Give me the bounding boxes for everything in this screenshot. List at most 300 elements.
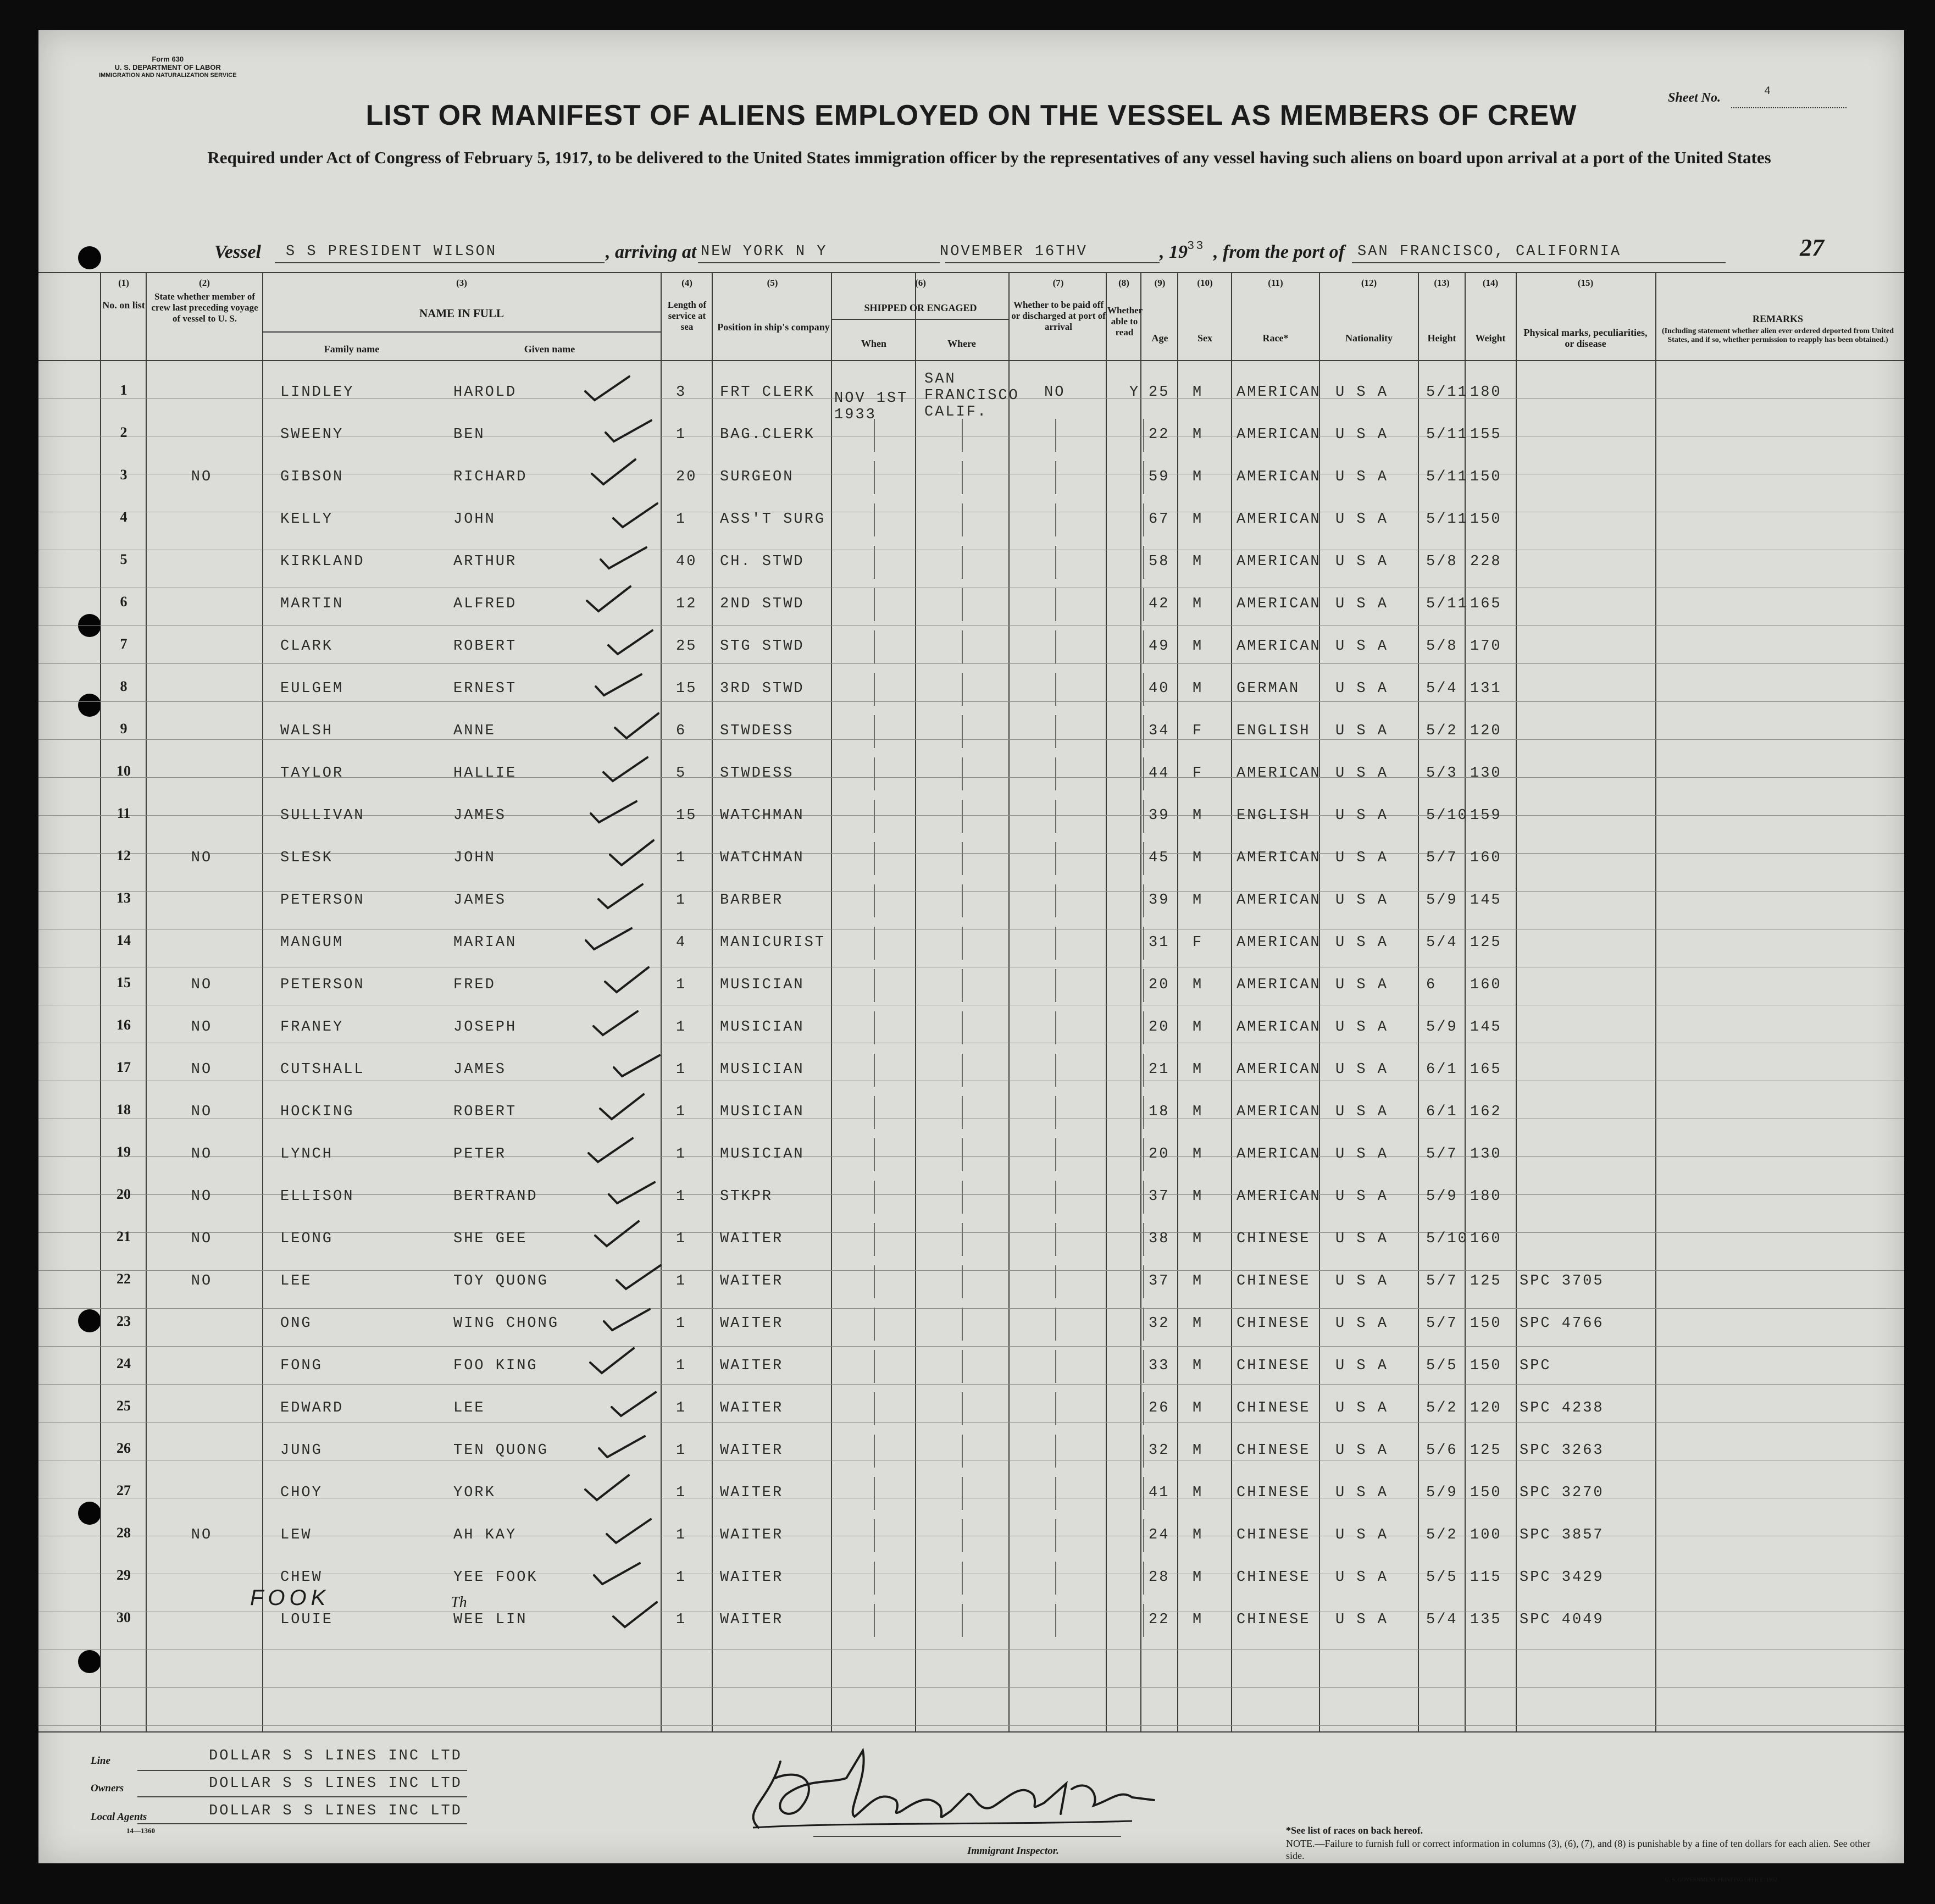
family-name-cell: LEW	[280, 1527, 312, 1543]
age-cell: 42	[1149, 596, 1170, 612]
ditto-mark	[874, 673, 875, 706]
length-of-service-cell: 1	[676, 1527, 687, 1543]
age-cell: 21	[1149, 1061, 1170, 1078]
grid-hline	[38, 360, 1904, 361]
year: 33	[1187, 239, 1205, 253]
height-cell: 5/8	[1426, 638, 1458, 655]
family-name-cell: SWEENY	[280, 427, 344, 443]
col-7-label: Whether to be paid off or discharged at port of arrival	[1011, 300, 1106, 332]
family-name-cell: JUNG	[280, 1442, 323, 1459]
row-number: 8	[120, 678, 127, 694]
shipped-where-line3: CALIF.	[924, 404, 988, 420]
length-of-service-cell: 1	[676, 1400, 687, 1416]
ditto-mark	[962, 969, 963, 1002]
manifest-sheet	[38, 30, 1904, 1883]
length-of-service-cell: 40	[676, 554, 697, 570]
length-of-service-cell: 3	[676, 384, 687, 401]
ditto-mark	[874, 757, 875, 790]
ditto-mark	[1143, 503, 1144, 536]
weight-cell: 170	[1470, 638, 1502, 655]
remarks-note: (Including statement whether alien ever ordered deported from United States, and if so, whether permission to reapply has been obtained.)	[1661, 327, 1894, 344]
col-15-number: (15)	[1577, 278, 1594, 288]
age-cell: 33	[1149, 1358, 1170, 1374]
age-cell: 39	[1149, 807, 1170, 824]
family-name-cell: TAYLOR	[280, 765, 344, 782]
col-8-label: Whether able to read	[1107, 305, 1143, 337]
family-name-cell: LEE	[280, 1273, 312, 1289]
age-cell: 31	[1149, 934, 1170, 951]
nationality-cell: U S A	[1335, 384, 1389, 401]
inspector-line	[813, 1836, 1121, 1837]
weight-cell: 150	[1470, 511, 1502, 528]
weight-cell: 155	[1470, 427, 1502, 443]
nationality-cell: U S A	[1335, 765, 1389, 782]
physical-marks-cell: SPC 4049	[1520, 1612, 1604, 1628]
weight-cell: 130	[1470, 1146, 1502, 1163]
row-number: 5	[120, 551, 127, 567]
given-name-cell: JOHN	[453, 850, 496, 866]
grid-vline	[1319, 272, 1320, 1731]
row-rule	[38, 1270, 1904, 1271]
shipped-where-line2: FRANCISCO	[924, 388, 1019, 404]
ditto-mark	[962, 630, 963, 663]
family-name-cell: LOUIE	[280, 1612, 334, 1628]
family-name-cell: CUTSHALL	[280, 1061, 365, 1078]
ditto-mark	[1055, 461, 1056, 494]
position-cell: WATCHMAN	[720, 850, 805, 866]
check-mark-icon	[613, 712, 663, 740]
row-rule	[38, 739, 1904, 740]
row-number: 21	[117, 1228, 131, 1244]
nationality-cell: U S A	[1335, 807, 1389, 824]
race-cell: CHINESE	[1237, 1485, 1311, 1501]
ditto-mark	[1055, 1435, 1056, 1468]
given-name-cell: JOHN	[453, 511, 496, 528]
col-9-number: (9)	[1154, 278, 1166, 288]
row-number: 25	[117, 1398, 131, 1414]
length-of-service-cell: 1	[676, 1104, 687, 1120]
age-cell: 32	[1149, 1315, 1170, 1332]
race-cell: AMERICAN	[1237, 1019, 1321, 1036]
weight-cell: 125	[1470, 934, 1502, 951]
agents-value: DOLLAR S S LINES INC LTD	[209, 1803, 462, 1819]
given-name-cell: JAMES	[453, 1061, 507, 1078]
age-cell: 40	[1149, 680, 1170, 697]
family-name-cell: CHEW	[280, 1569, 323, 1586]
age-cell: 38	[1149, 1231, 1170, 1247]
check-mark-icon	[586, 1136, 635, 1163]
weight-cell: 150	[1470, 1315, 1502, 1332]
race-cell: AMERICAN	[1237, 977, 1321, 993]
ditto-mark	[962, 757, 963, 790]
shipped-when-line2: 1933	[834, 407, 877, 423]
row-number: 10	[117, 763, 131, 779]
sex-cell: M	[1193, 1612, 1204, 1628]
col-13-label: Height	[1427, 333, 1456, 344]
age-cell: 25	[1149, 384, 1170, 401]
row-rule	[38, 663, 1904, 664]
family-name-cell: GIBSON	[280, 469, 344, 485]
row-number: 4	[120, 509, 127, 525]
col-6-number: (6)	[915, 278, 926, 288]
weight-cell: 125	[1470, 1273, 1502, 1289]
nationality-cell: U S A	[1335, 1442, 1389, 1459]
age-cell: 22	[1149, 1612, 1170, 1628]
weight-cell: 125	[1470, 1442, 1502, 1459]
check-mark-icon	[611, 501, 660, 528]
page-subtitle: Required under Act of Congress of February 5, 1917, to be delivered to the United States immigration officer by the representatives of any vessel having such aliens on board upon arrival at a port of the United States	[207, 148, 1771, 167]
ditto-mark	[1055, 1308, 1056, 1341]
ditto-mark	[1143, 1604, 1144, 1637]
ditto-mark	[962, 419, 963, 452]
weight-cell: 120	[1470, 1400, 1502, 1416]
race-cell: AMERICAN	[1237, 892, 1321, 909]
ditto-mark	[874, 842, 875, 875]
race-cell: AMERICAN	[1237, 1188, 1321, 1205]
owners-label: Owners	[91, 1783, 124, 1794]
col-13-number: (13)	[1434, 278, 1450, 288]
sex-cell: M	[1193, 1019, 1204, 1036]
race-cell: AMERICAN	[1237, 765, 1321, 782]
age-cell: 20	[1149, 977, 1170, 993]
given-name-cell: ARTHUR	[453, 554, 517, 570]
height-cell: 5/4	[1426, 680, 1458, 697]
weight-cell: 100	[1470, 1527, 1502, 1543]
row-number: 29	[117, 1567, 131, 1583]
ditto-mark	[874, 419, 875, 452]
sex-cell: M	[1193, 977, 1204, 993]
row-number: 20	[117, 1186, 131, 1202]
length-of-service-cell: 1	[676, 1442, 687, 1459]
family-name-cell: FRANEY	[280, 1019, 344, 1036]
col-15-label: Physical marks, peculiarities, or disease	[1523, 327, 1648, 349]
row-number: 23	[117, 1313, 131, 1329]
ditto-mark	[1143, 927, 1144, 960]
grid-vline	[1008, 272, 1010, 1731]
sex-cell: M	[1193, 1569, 1204, 1586]
ditto-mark	[874, 1138, 875, 1171]
row-number: 26	[117, 1440, 131, 1456]
row-number: 19	[117, 1144, 131, 1160]
check-mark-icon	[593, 670, 642, 698]
nationality-cell: U S A	[1335, 934, 1389, 951]
check-mark-icon	[601, 755, 650, 782]
race-cell: AMERICAN	[1237, 384, 1321, 401]
ditto-mark	[962, 588, 963, 621]
height-cell: 5/11	[1426, 384, 1468, 401]
paid-off-cell: NO	[1044, 384, 1066, 401]
remarks-header: REMARKS	[1752, 313, 1803, 324]
family-name-cell: KIRKLAND	[280, 554, 365, 570]
ditto-mark	[874, 503, 875, 536]
family-name-cell: HOCKING	[280, 1104, 354, 1120]
sex-cell: M	[1193, 596, 1204, 612]
given-name-cell: ALFRED	[453, 596, 517, 612]
weight-cell: 159	[1470, 807, 1502, 824]
sex-cell: M	[1193, 1188, 1204, 1205]
row-rule	[38, 1725, 1904, 1726]
length-of-service-cell: 1	[676, 1485, 687, 1501]
service: IMMIGRATION AND NATURALIZATION SERVICE	[99, 72, 237, 79]
ditto-mark	[1055, 419, 1056, 452]
arrival-date: NOVEMBER 16THV	[940, 243, 1088, 260]
height-cell: 5/2	[1426, 1400, 1458, 1416]
ditto-mark	[874, 1054, 875, 1087]
age-cell: 45	[1149, 850, 1170, 866]
ditto-mark	[962, 1308, 963, 1341]
sex-cell: M	[1193, 469, 1204, 485]
position-cell: WAITER	[720, 1569, 784, 1586]
race-cell: AMERICAN	[1237, 469, 1321, 485]
grid-vline	[262, 272, 263, 1731]
given-name-cell: HALLIE	[453, 765, 517, 782]
nationality-cell: U S A	[1335, 554, 1389, 570]
race-cell: AMERICAN	[1237, 850, 1321, 866]
age-cell: 37	[1149, 1188, 1170, 1205]
age-cell: 41	[1149, 1485, 1170, 1501]
from-port: SAN FRANCISCO, CALIFORNIA	[1357, 243, 1622, 260]
age-cell: 18	[1149, 1104, 1170, 1120]
family-name-cell: PETERSON	[280, 977, 365, 993]
ditto-mark	[1143, 1308, 1144, 1341]
physical-marks-cell: SPC 4238	[1520, 1400, 1604, 1416]
ditto-mark	[1143, 546, 1144, 579]
given-name-cell: FRED	[453, 977, 496, 993]
length-of-service-cell: 1	[676, 1612, 687, 1628]
ditto-mark	[1055, 588, 1056, 621]
ditto-mark	[962, 715, 963, 748]
grid-vline	[100, 272, 101, 1731]
check-mark-icon	[603, 966, 653, 994]
ditto-mark	[1055, 1604, 1056, 1637]
nationality-cell: U S A	[1335, 1358, 1389, 1374]
check-mark-icon	[606, 1178, 656, 1205]
inspector-signature	[736, 1745, 1165, 1839]
age-cell: 20	[1149, 1019, 1170, 1036]
check-mark-icon	[598, 1093, 648, 1121]
length-of-service-cell: 1	[676, 1019, 687, 1036]
length-of-service-cell: 1	[676, 427, 687, 443]
col-10-label: Sex	[1197, 333, 1212, 344]
sex-cell: M	[1193, 1104, 1204, 1120]
grid-vline	[915, 272, 916, 1731]
race-cell: CHINESE	[1237, 1442, 1311, 1459]
height-cell: 5/7	[1426, 1146, 1458, 1163]
height-cell: 5/7	[1426, 850, 1458, 866]
sex-cell: F	[1193, 723, 1204, 739]
height-cell: 5/7	[1426, 1273, 1458, 1289]
row-number: 13	[117, 890, 131, 906]
height-cell: 5/7	[1426, 1315, 1458, 1332]
height-cell: 5/9	[1426, 1188, 1458, 1205]
row-number: 22	[117, 1271, 131, 1287]
col-3-label: NAME IN FULL	[419, 307, 504, 320]
race-cell: GERMAN	[1237, 680, 1300, 697]
physical-marks-cell: SPC 3429	[1520, 1569, 1604, 1586]
col-2-number: (2)	[199, 278, 210, 288]
ditto-mark	[1143, 1519, 1144, 1552]
ditto-mark	[1055, 969, 1056, 1002]
position-cell: WATCHMAN	[720, 807, 805, 824]
position-cell: WAITER	[720, 1315, 784, 1332]
family-name-cell: EULGEM	[280, 680, 344, 697]
weight-cell: 160	[1470, 1231, 1502, 1247]
handwritten-correction-family: FOOK	[250, 1586, 330, 1610]
ditto-mark	[1143, 1096, 1144, 1129]
length-of-service-cell: 4	[676, 934, 687, 951]
check-mark-icon	[601, 1305, 651, 1332]
ditto-mark	[1143, 1392, 1144, 1425]
row-number: 9	[120, 721, 127, 737]
sex-cell: M	[1193, 1231, 1204, 1247]
ditto-mark	[1055, 1392, 1056, 1425]
row-number: 6	[120, 594, 127, 610]
ditto-mark	[962, 884, 963, 917]
ditto-mark	[1143, 588, 1144, 621]
row-number: 15	[117, 975, 131, 990]
owners-fill-line	[137, 1796, 467, 1797]
nationality-cell: U S A	[1335, 596, 1389, 612]
length-of-service-cell: 1	[676, 1315, 687, 1332]
height-cell: 5/6	[1426, 1442, 1458, 1459]
nationality-cell: U S A	[1335, 1569, 1389, 1586]
ditto-mark	[1055, 1223, 1056, 1256]
sheet-count: 27	[1800, 234, 1824, 261]
weight-cell: 145	[1470, 892, 1502, 909]
race-cell: AMERICAN	[1237, 427, 1321, 443]
row-number: 28	[117, 1525, 131, 1541]
length-of-service-cell: 20	[676, 469, 697, 485]
ditto-mark	[962, 1435, 963, 1468]
nationality-cell: U S A	[1335, 892, 1389, 909]
col-11-number: (11)	[1268, 278, 1283, 288]
height-cell: 5/2	[1426, 1527, 1458, 1543]
row-number: 30	[117, 1609, 131, 1625]
nationality-cell: U S A	[1335, 638, 1389, 655]
position-cell: CH. STWD	[720, 554, 805, 570]
row-number: 1	[120, 382, 127, 398]
ditto-mark	[1143, 673, 1144, 706]
ditto-mark	[874, 630, 875, 663]
ditto-mark	[1143, 1435, 1144, 1468]
nationality-cell: U S A	[1335, 1188, 1389, 1205]
ditto-mark	[1143, 1477, 1144, 1510]
age-cell: 67	[1149, 511, 1170, 528]
race-cell: AMERICAN	[1237, 1061, 1321, 1078]
row-number: 18	[117, 1102, 131, 1117]
height-cell: 5/8	[1426, 554, 1458, 570]
col-5-label: Position in ship's company	[717, 322, 830, 333]
grid-vline	[831, 272, 832, 1731]
given-name-cell: JAMES	[453, 892, 507, 909]
ditto-mark	[962, 1138, 963, 1171]
form-reference: 14—1360	[126, 1826, 155, 1835]
ditto-mark	[1143, 1054, 1144, 1087]
check-mark-icon	[614, 1263, 663, 1290]
col-9-label: Age	[1151, 333, 1168, 344]
prev-voyage-cell: NO	[191, 1104, 213, 1120]
check-mark-icon	[590, 458, 640, 486]
given-name-cell: WING CHONG	[453, 1315, 559, 1332]
ditto-mark	[962, 800, 963, 833]
page-title: LIST OR MANIFEST OF ALIENS EMPLOYED ON THE VESSEL AS MEMBERS OF CREW	[365, 99, 1577, 131]
ditto-mark	[962, 1181, 963, 1214]
length-of-service-cell: 1	[676, 850, 687, 866]
ditto-mark	[874, 927, 875, 960]
position-cell: WAITER	[720, 1358, 784, 1374]
check-mark-icon	[583, 924, 633, 951]
sex-cell: M	[1193, 1358, 1204, 1374]
prev-voyage-cell: NO	[191, 1273, 213, 1289]
col-1-number: (1)	[118, 278, 129, 288]
ditto-mark	[874, 1181, 875, 1214]
weight-cell: 150	[1470, 1485, 1502, 1501]
sex-cell: M	[1193, 511, 1204, 528]
given-name-cell: BERTRAND	[453, 1188, 538, 1205]
arriving-label: , arriving at	[606, 242, 697, 262]
ditto-mark	[962, 503, 963, 536]
weight-cell: 150	[1470, 1358, 1502, 1374]
ditto-mark	[1143, 715, 1144, 748]
position-cell: STWDESS	[720, 765, 794, 782]
grid-vline	[712, 272, 713, 1731]
family-name-cell: WALSH	[280, 723, 334, 739]
grid-vline	[1516, 272, 1517, 1731]
form-number: Form 630	[152, 55, 184, 63]
given-name-cell: TOY QUONG	[453, 1273, 548, 1289]
department: U. S. DEPARTMENT OF LABOR	[114, 63, 221, 71]
race-cell: CHINESE	[1237, 1231, 1311, 1247]
family-name-cell: SLESK	[280, 850, 334, 866]
check-mark-icon	[612, 1601, 661, 1629]
col-3-number: (3)	[456, 278, 467, 288]
race-cell: ENGLISH	[1237, 807, 1311, 824]
ditto-mark	[962, 1350, 963, 1383]
length-of-service-cell: 1	[676, 1569, 687, 1586]
col-8-number: (8)	[1118, 278, 1129, 288]
given-name-cell: RICHARD	[453, 469, 528, 485]
position-cell: MUSICIAN	[720, 1146, 805, 1163]
race-cell: AMERICAN	[1237, 596, 1321, 612]
ditto-mark	[1143, 842, 1144, 875]
race-cell: AMERICAN	[1237, 1104, 1321, 1120]
col-7-number: (7)	[1052, 278, 1064, 288]
race-cell: CHINESE	[1237, 1612, 1311, 1628]
age-cell: 34	[1149, 723, 1170, 739]
prev-voyage-cell: NO	[191, 469, 213, 485]
col-10-number: (10)	[1197, 278, 1213, 288]
position-cell: MUSICIAN	[720, 1061, 805, 1078]
age-cell: 28	[1149, 1569, 1170, 1586]
col-5-number: (5)	[767, 278, 778, 288]
grid-vline	[1418, 272, 1419, 1731]
row-number: 16	[117, 1017, 131, 1033]
ditto-mark	[874, 1308, 875, 1341]
age-cell: 58	[1149, 554, 1170, 570]
agents-label: Local Agents	[91, 1811, 147, 1823]
when-header: When	[861, 338, 886, 349]
sex-cell: M	[1193, 1485, 1204, 1501]
ditto-mark	[962, 1096, 963, 1129]
given-name-cell: BEN	[453, 427, 485, 443]
sex-cell: M	[1193, 892, 1204, 909]
height-cell: 5/5	[1426, 1569, 1458, 1586]
ditto-mark	[1143, 1138, 1144, 1171]
ditto-mark	[962, 927, 963, 960]
row-number: 2	[120, 424, 127, 440]
check-mark-icon	[585, 585, 635, 613]
height-cell: 6/1	[1426, 1061, 1458, 1078]
